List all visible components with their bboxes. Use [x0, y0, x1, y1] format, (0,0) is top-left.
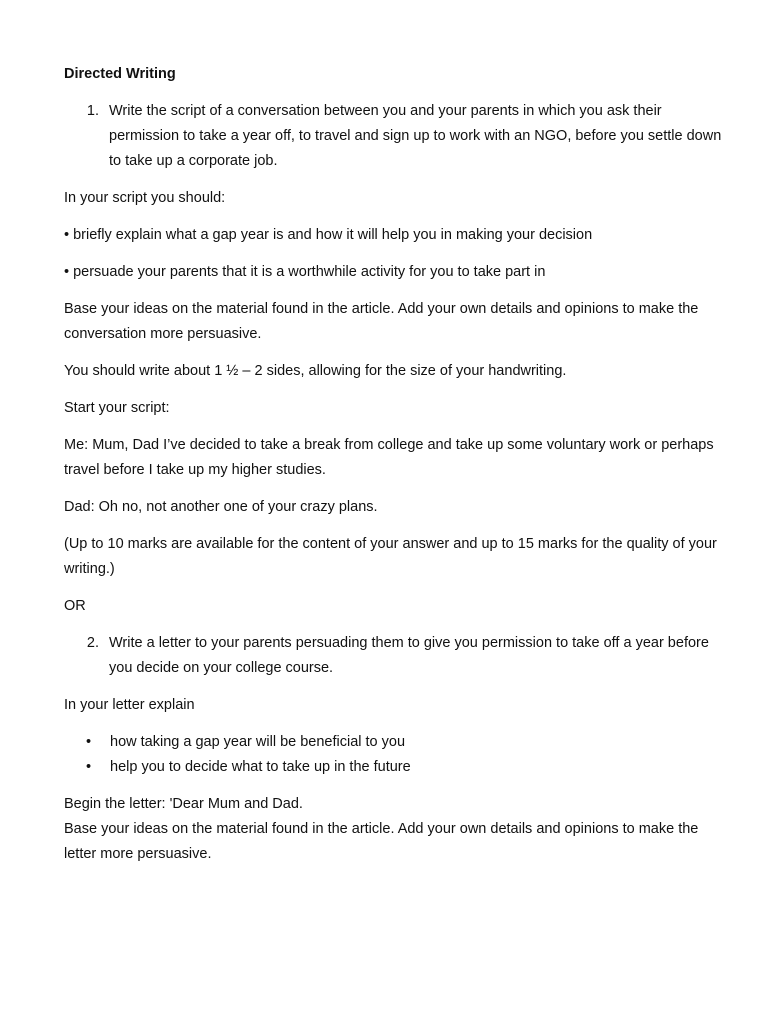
script-point-1: • briefly explain what a gap year is and how it will help you in making your decision: [64, 227, 593, 243]
base-ideas-paragraph-1: Base your ideas on the material found in the article. Add your own details and opinions to make the conversation more persuasive.: [64, 301, 699, 342]
letter-points-list: [64, 730, 724, 780]
marks-note: (Up to 10 marks are available for the content of your answer and up to 15 marks for the quality of your writing.): [64, 536, 717, 577]
page-heading: Directed Writing: [64, 66, 176, 82]
letter-intro: In your letter explain: [64, 697, 195, 713]
base-ideas-paragraph-2: Base your ideas on the material found in the article. Add your own details and opinions to make the letter more persuasive.: [64, 821, 699, 862]
question-1: [64, 99, 724, 174]
question-2: [64, 631, 724, 681]
bullet-icon: •: [86, 759, 92, 775]
letter-point-2: help you to decide what to take up in the future: [110, 759, 411, 775]
question-1-text: Write the script of a conversation between you and your parents in which you ask their permission to take a year off, to travel and sign up to work with an NGO, before you settle down to take up a corporate job.: [109, 103, 722, 169]
length-note: You should write about 1 ½ – 2 sides, allowing for the size of your handwriting.: [64, 363, 567, 379]
list-item: [64, 755, 724, 780]
script-intro: In your script you should:: [64, 190, 226, 206]
bullet-icon: •: [86, 734, 92, 750]
script-point-2: • persuade your parents that it is a worthwhile activity for you to take part in: [64, 264, 546, 280]
letter-point-1: how taking a gap year will be beneficial to you: [110, 734, 406, 750]
begin-letter-line: Begin the letter: 'Dear Mum and Dad.: [64, 796, 303, 812]
script-me-line: Me: Mum, Dad I’ve decided to take a break from college and take up some voluntary work or perhaps travel before I take up my higher studies.: [64, 437, 714, 478]
script-dad-line: Dad: Oh no, not another one of your crazy plans.: [64, 499, 378, 515]
or-separator: OR: [64, 598, 86, 614]
question-2-text: Write a letter to your parents persuading them to give you permission to take off a year before you decide on your college course.: [109, 635, 709, 676]
start-script-label: Start your script:: [64, 400, 170, 416]
question-1-number: 1.: [86, 103, 99, 119]
question-2-number: 2.: [86, 635, 99, 651]
document-page: [64, 62, 724, 879]
list-item: [64, 730, 724, 755]
